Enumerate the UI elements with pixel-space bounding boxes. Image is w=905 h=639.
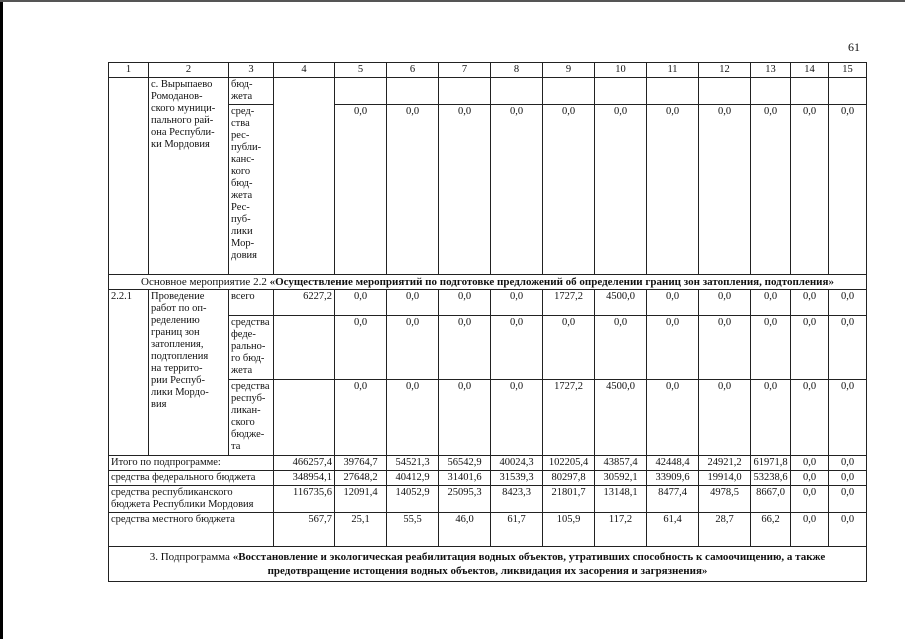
code-cell (109, 78, 149, 275)
value-cell: 0,0 (829, 380, 867, 456)
cell-line: вия (151, 399, 167, 410)
cell-line: пального рай- (151, 115, 214, 126)
header-cell: 1 (109, 63, 149, 78)
cell-line: с. Вырыпаево (151, 79, 213, 90)
cell-line: респуб- (231, 393, 266, 404)
item-code-cell: 2.2.1 (109, 290, 149, 456)
value-cell: 0,0 (751, 290, 791, 316)
totals-value-cell: 31539,3 (491, 471, 543, 486)
cell-line: сред- (231, 106, 255, 117)
header-cell: 12 (699, 63, 751, 78)
value-cell: 0,0 (699, 290, 751, 316)
page-left-edge (0, 0, 3, 639)
cell-line: Мор- (231, 238, 255, 249)
cell-line: Ромоданов- (151, 91, 203, 102)
value-cell (751, 78, 791, 105)
value-cell: 0,0 (491, 290, 543, 316)
value-cell: 0,0 (439, 380, 491, 456)
value-cell: 0,0 (699, 380, 751, 456)
totals-value-cell: 0,0 (829, 456, 867, 471)
value-cell: 0,0 (699, 316, 751, 380)
table-row (109, 547, 867, 582)
totals-value-cell: 30592,1 (595, 471, 647, 486)
header-cell: 14 (791, 63, 829, 78)
totals-value-cell: 21801,7 (543, 486, 595, 513)
cell-line: Проведение (151, 291, 205, 302)
header-cell: 13 (751, 63, 791, 78)
item-name-cell (149, 290, 229, 456)
totals-value-cell: 27648,2 (335, 471, 387, 486)
totals-value-cell: 43857,4 (595, 456, 647, 471)
source-federal-cell (229, 78, 274, 105)
totals-value-cell: 117,2 (595, 513, 647, 547)
totals-value-cell: 105,9 (543, 513, 595, 547)
totals-value-cell: 46,0 (439, 513, 491, 547)
total-cell: 6227,2 (274, 290, 335, 316)
totals-value-cell: 33909,6 (647, 471, 699, 486)
header-cell: 11 (647, 63, 699, 78)
value-cell: 0,0 (335, 380, 387, 456)
value-cell (647, 78, 699, 105)
value-cell: 0,0 (491, 380, 543, 456)
value-cell: 0,0 (595, 316, 647, 380)
table-row (109, 513, 867, 547)
totals-value-cell: 12091,4 (335, 486, 387, 513)
value-cell: 0,0 (791, 105, 829, 275)
cell-line: ки Мордовия (151, 139, 210, 150)
totals-label-cell: средства республиканского бюджета Республики Мордовия (109, 486, 274, 513)
header-cell: 4 (274, 63, 335, 78)
table-row (109, 290, 867, 316)
header-cell: 9 (543, 63, 595, 78)
cell-line: средства (231, 317, 270, 328)
value-cell: 0,0 (647, 380, 699, 456)
value-cell: 0,0 (491, 316, 543, 380)
header-cell: 2 (149, 63, 229, 78)
section-title: «Осуществление мероприятий по подготовке предложений об определении границ зон затопления, подтопления» (269, 276, 834, 288)
value-cell: 0,0 (647, 105, 699, 275)
cell-line: ства (231, 118, 250, 129)
object-name-cell (149, 78, 229, 275)
value-cell (595, 78, 647, 105)
totals-value-cell: 102205,4 (543, 456, 595, 471)
value-cell: 0,0 (543, 316, 595, 380)
cell-line: ликан- (231, 405, 261, 416)
totals-value-cell: 31401,6 (439, 471, 491, 486)
value-cell: 0,0 (543, 105, 595, 275)
cell-line: канс- (231, 154, 255, 165)
cell-line: подтопления (151, 351, 209, 362)
totals-value-cell: 53238,6 (751, 471, 791, 486)
totals-value-cell: 0,0 (791, 471, 829, 486)
cell-line: рии Респуб- (151, 375, 205, 386)
cell-line: рально- (231, 341, 266, 352)
value-cell: 0,0 (647, 290, 699, 316)
header-cell: 8 (491, 63, 543, 78)
cell-line: жета (231, 190, 253, 201)
budget-table (108, 62, 867, 582)
value-cell: 0,0 (751, 316, 791, 380)
header-cell: 10 (595, 63, 647, 78)
cell-line: бюдже- (231, 429, 265, 440)
value-cell: 1727,2 (543, 290, 595, 316)
cell-line: кого (231, 166, 251, 177)
totals-value-cell: 0,0 (829, 471, 867, 486)
totals-value-cell: 0,0 (829, 513, 867, 547)
value-cell: 0,0 (647, 316, 699, 380)
totals-value-cell: 54521,3 (387, 456, 439, 471)
value-cell: 0,0 (791, 380, 829, 456)
totals-value-cell: 61971,8 (751, 456, 791, 471)
value-cell: 1727,2 (543, 380, 595, 456)
value-cell: 0,0 (387, 105, 439, 275)
value-cell: 0,0 (335, 316, 387, 380)
totals-value-cell: 56542,9 (439, 456, 491, 471)
value-cell: 0,0 (829, 105, 867, 275)
total-cell (274, 316, 335, 380)
cell-line: затопления, (151, 339, 204, 350)
cell-line: лики Мордо- (151, 387, 209, 398)
cell-line: го бюд- (231, 353, 265, 364)
value-cell: 0,0 (699, 105, 751, 275)
totals-label-cell: средства федерального бюджета (109, 471, 274, 486)
page-top-edge (0, 0, 905, 2)
cell-line: ского муници- (151, 103, 216, 114)
value-cell (335, 78, 387, 105)
totals-value-cell: 8477,4 (647, 486, 699, 513)
subprogram-heading (109, 547, 867, 582)
value-cell: 0,0 (751, 380, 791, 456)
totals-value-cell: 25095,3 (439, 486, 491, 513)
totals-value-cell: 116735,6 (274, 486, 335, 513)
value-cell: 4500,0 (595, 290, 647, 316)
totals-label-cell: Итого по подпрограмме: (109, 456, 274, 471)
header-cell: 5 (335, 63, 387, 78)
source-cell (229, 290, 274, 316)
cell-line: ределению (151, 315, 200, 326)
totals-value-cell: 24921,2 (699, 456, 751, 471)
totals-value-cell: 39764,7 (335, 456, 387, 471)
totals-value-cell: 348954,1 (274, 471, 335, 486)
table-row (109, 78, 867, 105)
value-cell: 0,0 (829, 290, 867, 316)
totals-value-cell: 14052,9 (387, 486, 439, 513)
cell-line: довия (231, 250, 257, 261)
value-cell: 0,0 (335, 105, 387, 275)
cell-line: ского (231, 417, 255, 428)
totals-value-cell: 8423,3 (491, 486, 543, 513)
totals-label-cell: средства местного бюджета (109, 513, 274, 547)
value-cell (439, 78, 491, 105)
value-cell (387, 78, 439, 105)
value-cell: 0,0 (751, 105, 791, 275)
table-row (109, 456, 867, 471)
cell-line: Рес- (231, 202, 250, 213)
total-cell (274, 78, 335, 275)
cell-line: жета (231, 365, 253, 376)
totals-value-cell: 80297,8 (543, 471, 595, 486)
value-cell (543, 78, 595, 105)
cell-line: пуб- (231, 214, 251, 225)
value-cell (791, 78, 829, 105)
totals-value-cell: 567,7 (274, 513, 335, 547)
totals-value-cell: 0,0 (791, 486, 829, 513)
totals-value-cell: 0,0 (791, 513, 829, 547)
value-cell: 0,0 (335, 290, 387, 316)
section-prefix: Основное мероприятие 2.2 (141, 276, 270, 288)
value-cell: 0,0 (439, 290, 491, 316)
source-republic-cell (229, 105, 274, 275)
cell-line: бюд- (231, 178, 253, 189)
totals-value-cell: 466257,4 (274, 456, 335, 471)
subprogram-title: «Восстановление и экологическая реабилитация водных объектов, утративших способность к самоочищению, а также предотвращение истощения водных объектов, ликвидация их засорения и загрязнения» (232, 551, 826, 577)
totals-value-cell: 40024,3 (491, 456, 543, 471)
table-row (109, 275, 867, 290)
totals-value-cell: 61,7 (491, 513, 543, 547)
value-cell: 0,0 (387, 316, 439, 380)
page-number: 61 (848, 40, 860, 54)
cell-line: она Республи- (151, 127, 215, 138)
total-cell (274, 380, 335, 456)
table-row (109, 471, 867, 486)
section-heading (109, 275, 867, 290)
table-row (109, 486, 867, 513)
totals-value-cell: 25,1 (335, 513, 387, 547)
totals-value-cell: 19914,0 (699, 471, 751, 486)
totals-value-cell: 40412,9 (387, 471, 439, 486)
value-cell (491, 78, 543, 105)
cell-line: рес- (231, 130, 250, 141)
totals-value-cell: 61,4 (647, 513, 699, 547)
value-cell: 0,0 (491, 105, 543, 275)
totals-value-cell: 0,0 (829, 486, 867, 513)
value-cell (699, 78, 751, 105)
cell-line: жета (231, 91, 253, 102)
table-row (109, 63, 867, 78)
totals-value-cell: 28,7 (699, 513, 751, 547)
cell-line: та (231, 441, 241, 452)
header-cell: 15 (829, 63, 867, 78)
value-cell: 4500,0 (595, 380, 647, 456)
subprogram-prefix: 3. Подпрограмма (149, 551, 233, 563)
totals-value-cell: 8667,0 (751, 486, 791, 513)
header-cell: 7 (439, 63, 491, 78)
totals-value-cell: 66,2 (751, 513, 791, 547)
cell-line: всего (231, 291, 255, 302)
totals-value-cell: 13148,1 (595, 486, 647, 513)
value-cell: 0,0 (439, 316, 491, 380)
cell-line: на террито- (151, 363, 203, 374)
cell-line: средства (231, 381, 270, 392)
cell-line: бюд- (231, 79, 253, 90)
cell-line: работ по оп- (151, 303, 207, 314)
cell-line: публи- (231, 142, 262, 153)
cell-line: феде- (231, 329, 256, 340)
cell-line: лики (231, 226, 253, 237)
totals-value-cell: 0,0 (791, 456, 829, 471)
value-cell: 0,0 (387, 380, 439, 456)
totals-value-cell: 4978,5 (699, 486, 751, 513)
cell-line: границ зон (151, 327, 200, 338)
totals-value-cell: 42448,4 (647, 456, 699, 471)
value-cell: 0,0 (791, 316, 829, 380)
header-cell: 3 (229, 63, 274, 78)
value-cell: 0,0 (595, 105, 647, 275)
value-cell: 0,0 (791, 290, 829, 316)
header-cell: 6 (387, 63, 439, 78)
value-cell (829, 78, 867, 105)
value-cell: 0,0 (387, 290, 439, 316)
value-cell: 0,0 (439, 105, 491, 275)
value-cell: 0,0 (829, 316, 867, 380)
totals-value-cell: 55,5 (387, 513, 439, 547)
source-cell (229, 380, 274, 456)
source-cell (229, 316, 274, 380)
